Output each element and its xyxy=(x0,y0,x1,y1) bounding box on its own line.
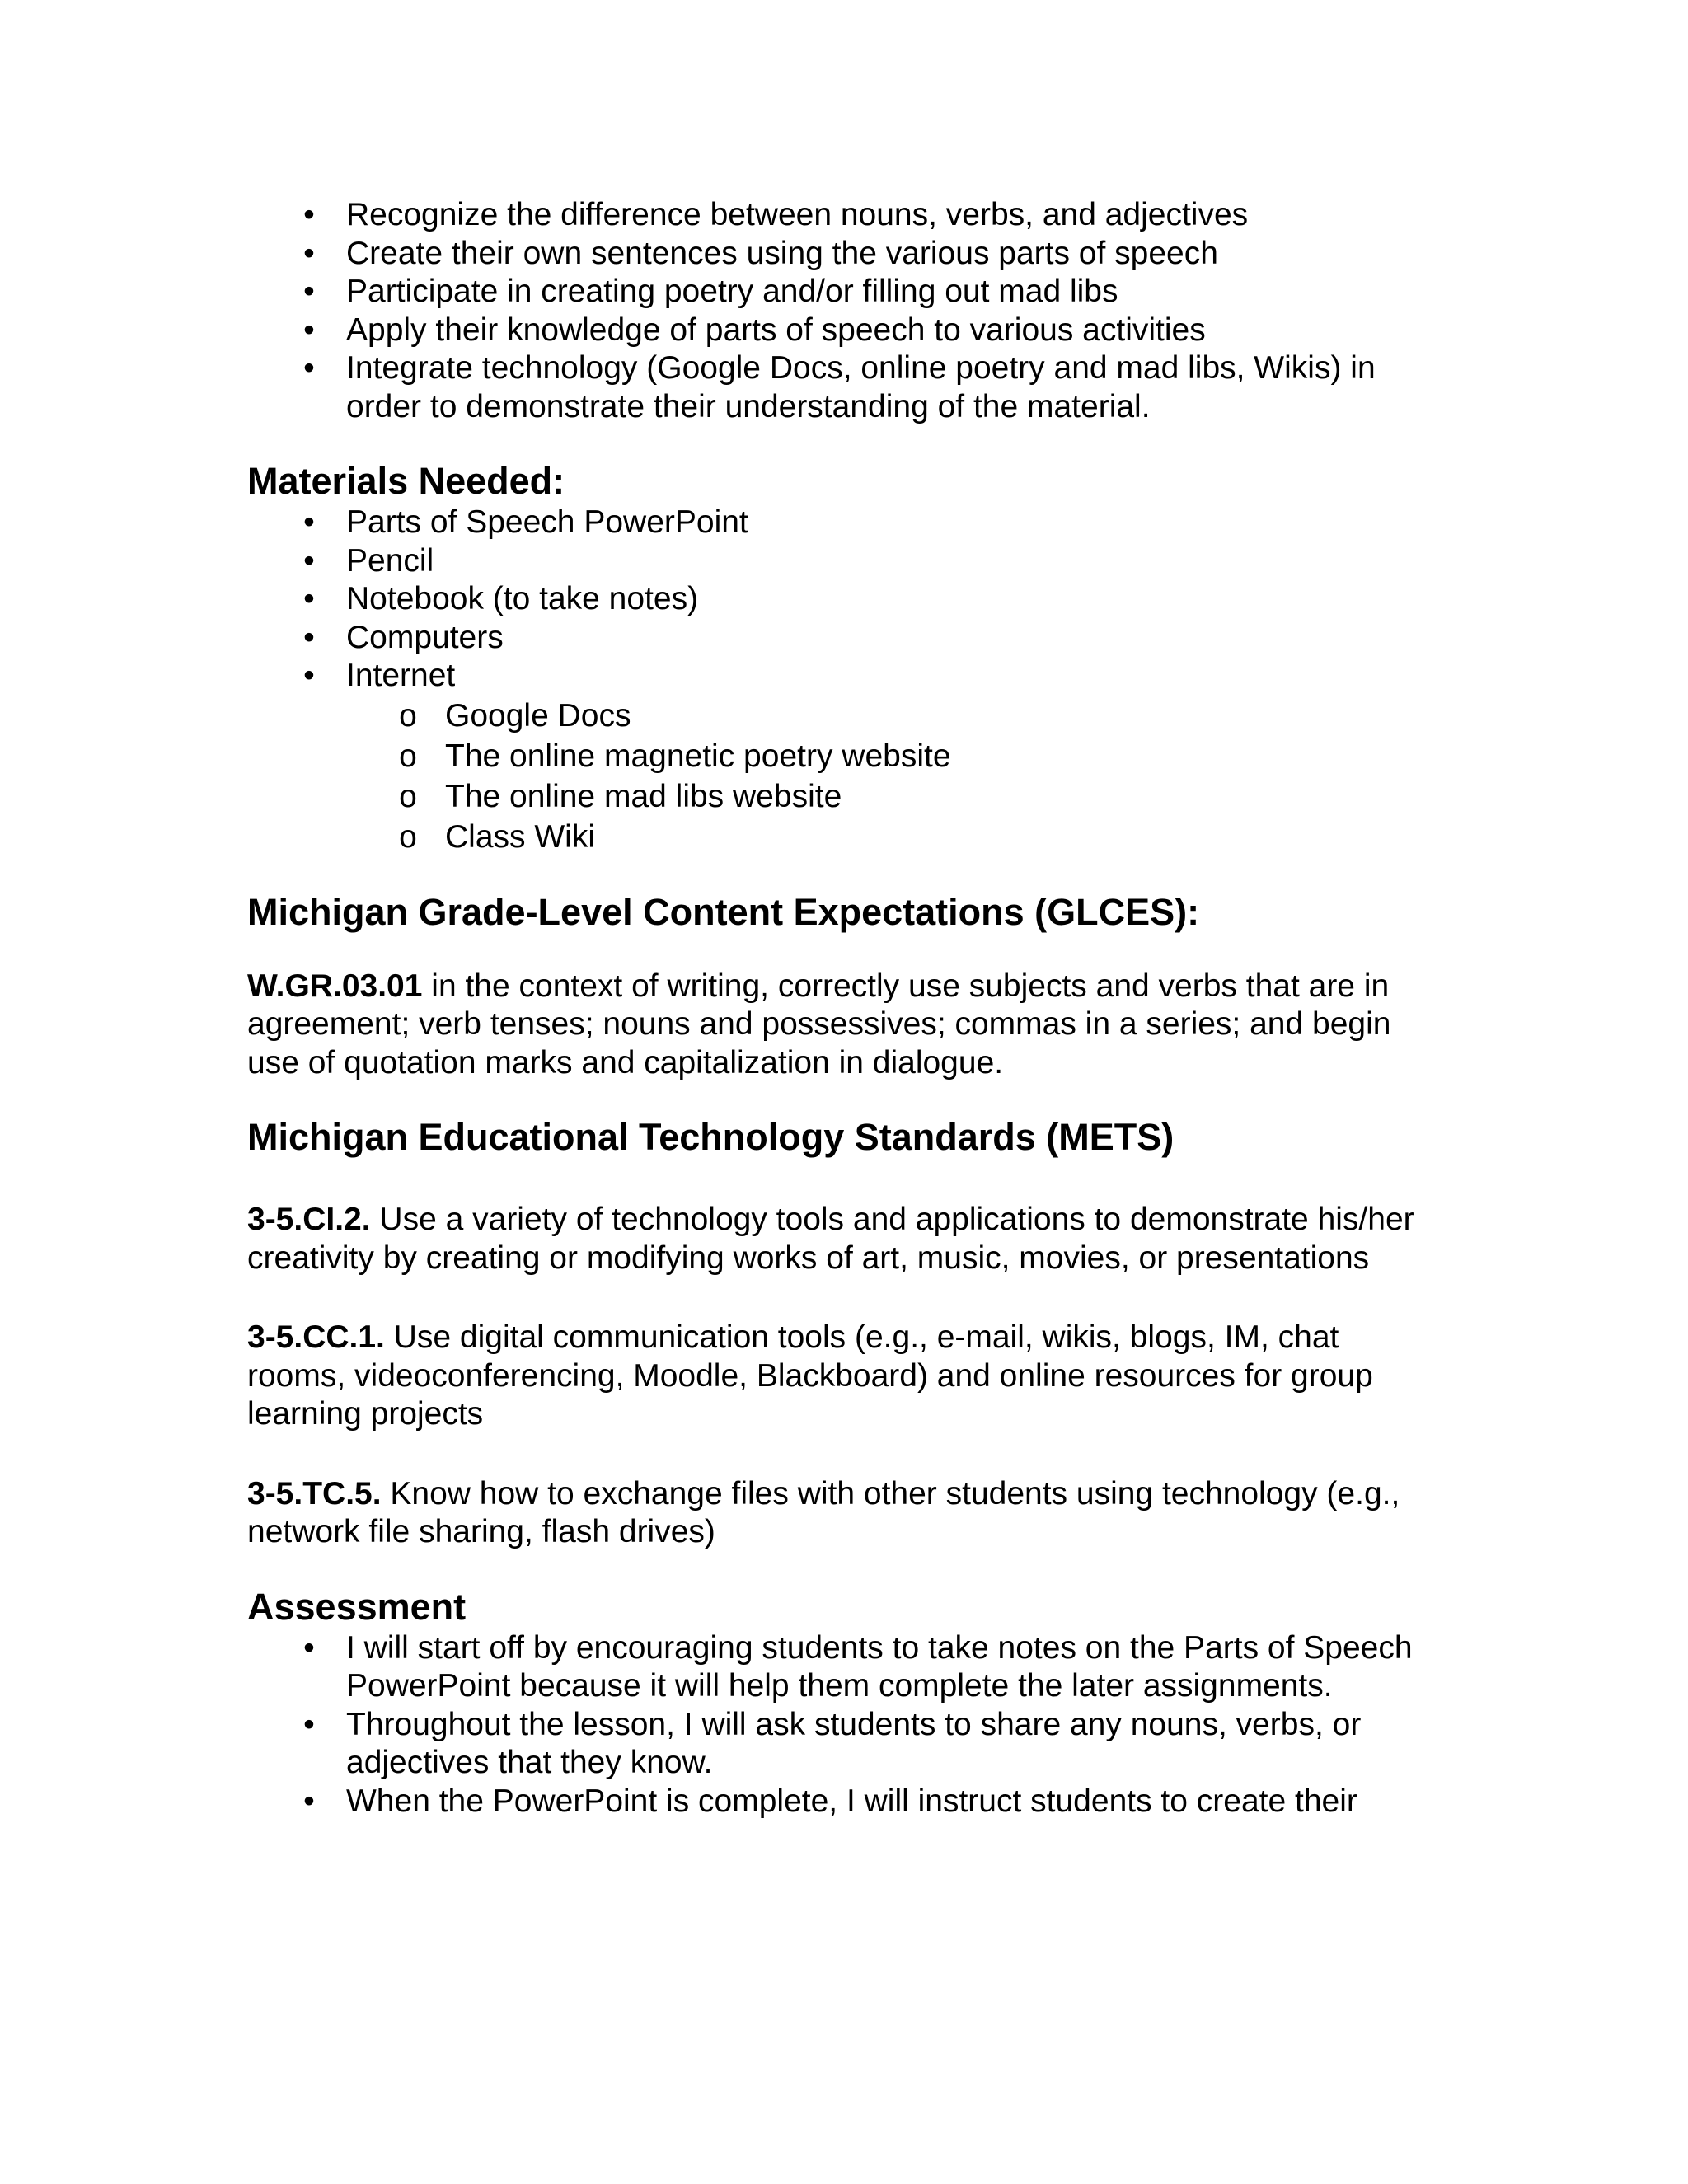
circle-bullet-icon: o xyxy=(399,778,417,814)
objectives-list xyxy=(247,196,1442,426)
assessment-heading: Assessment xyxy=(247,1585,467,1628)
list-item: • Integrate technology (Google Docs, online poetry and mad libs, Wikis) in order to demonstrate their understanding of the material. xyxy=(346,349,1442,426)
mets-standard-paragraph: 3-5.CC.1. Use digital communication tools (e.g., e-mail, wikis, blogs, IM, chat rooms, videoconferencing, Moodle, Blackboard) and online resources for group learning projects xyxy=(247,1319,1373,1432)
circle-bullet-icon: o xyxy=(399,738,417,774)
bullet-icon: • xyxy=(303,1629,315,1666)
circle-bullet-icon: o xyxy=(399,818,417,855)
sublist-item: o The online mad libs website xyxy=(445,776,1442,817)
bullet-icon: • xyxy=(303,350,315,386)
bullet-icon: • xyxy=(303,658,315,693)
circle-bullet-icon: o xyxy=(399,697,417,733)
sublist-item: o Class Wiki xyxy=(445,817,1442,857)
list-item: • When the PowerPoint is complete, I will instruct students to create their xyxy=(346,1783,1442,1821)
bullet-icon: • xyxy=(303,197,315,232)
materials-list xyxy=(247,504,1442,857)
sublist-item: o Google Docs xyxy=(445,696,1442,736)
bullet-icon: • xyxy=(303,1706,315,1742)
document-content xyxy=(247,196,1442,1821)
mets-standard-paragraph: 3-5.TC.5. Know how to exchange files with other students using technology (e.g., network file sharing, flash drives) xyxy=(247,1475,1400,1549)
list-item: • Computers xyxy=(346,619,1442,658)
list-item: • Throughout the lesson, I will ask students to share any nouns, verbs, or adjectives that they know. xyxy=(346,1706,1442,1783)
internet-sublist xyxy=(346,696,1442,857)
glces-heading: Michigan Grade-Level Content Expectations (GLCES): xyxy=(247,890,1200,933)
bullet-icon: • xyxy=(303,235,315,271)
list-item: • Participate in creating poetry and/or filling out mad libs xyxy=(346,273,1442,312)
list-item: • Internet o Google Docs o The online magnetic poetry website o The online mad libs website o Class Wiki xyxy=(346,657,1442,857)
sublist-item: o The online magnetic poetry website xyxy=(445,736,1442,776)
standard-code: W.GR.03.01 xyxy=(247,968,423,1004)
list-item: • Pencil xyxy=(346,542,1442,581)
standard-code: 3-5.TC.5. xyxy=(247,1475,382,1511)
standard-code: 3-5.CI.2. xyxy=(247,1202,371,1237)
standard-code: 3-5.CC.1. xyxy=(247,1319,385,1355)
bullet-icon: • xyxy=(303,504,315,540)
bullet-icon: • xyxy=(303,542,315,579)
list-item: • Parts of Speech PowerPoint xyxy=(346,504,1442,542)
list-item: • I will start off by encouraging students to take notes on the Parts of Speech PowerPoint because it will help them complete the later assignments. xyxy=(346,1629,1442,1706)
bullet-icon: • xyxy=(303,274,315,309)
materials-heading: Materials Needed: xyxy=(247,460,565,502)
assessment-list xyxy=(247,1629,1442,1821)
bullet-icon: • xyxy=(303,619,315,655)
bullet-icon: • xyxy=(303,312,315,348)
list-item: • Recognize the difference between nouns, verbs, and adjectives xyxy=(346,196,1442,235)
list-item: • Apply their knowledge of parts of speech to various activities xyxy=(346,312,1442,350)
bullet-icon: • xyxy=(303,1783,315,1819)
list-item: • Create their own sentences using the various parts of speech xyxy=(346,235,1442,274)
mets-standard-paragraph: 3-5.CI.2. Use a variety of technology tools and applications to demonstrate his/her creativity by creating or modifying works of art, music, movies, or presentations xyxy=(247,1202,1414,1276)
bullet-icon: • xyxy=(303,581,315,616)
mets-heading: Michigan Educational Technology Standards (METS) xyxy=(247,1116,1175,1158)
glces-paragraph: W.GR.03.01 in the context of writing, correctly use subjects and verbs that are in agreement; verb tenses; nouns and possessives; commas in a series; and begin use of quotation marks and capitalization in dialogue. xyxy=(247,968,1391,1080)
list-item: • Notebook (to take notes) xyxy=(346,580,1442,619)
